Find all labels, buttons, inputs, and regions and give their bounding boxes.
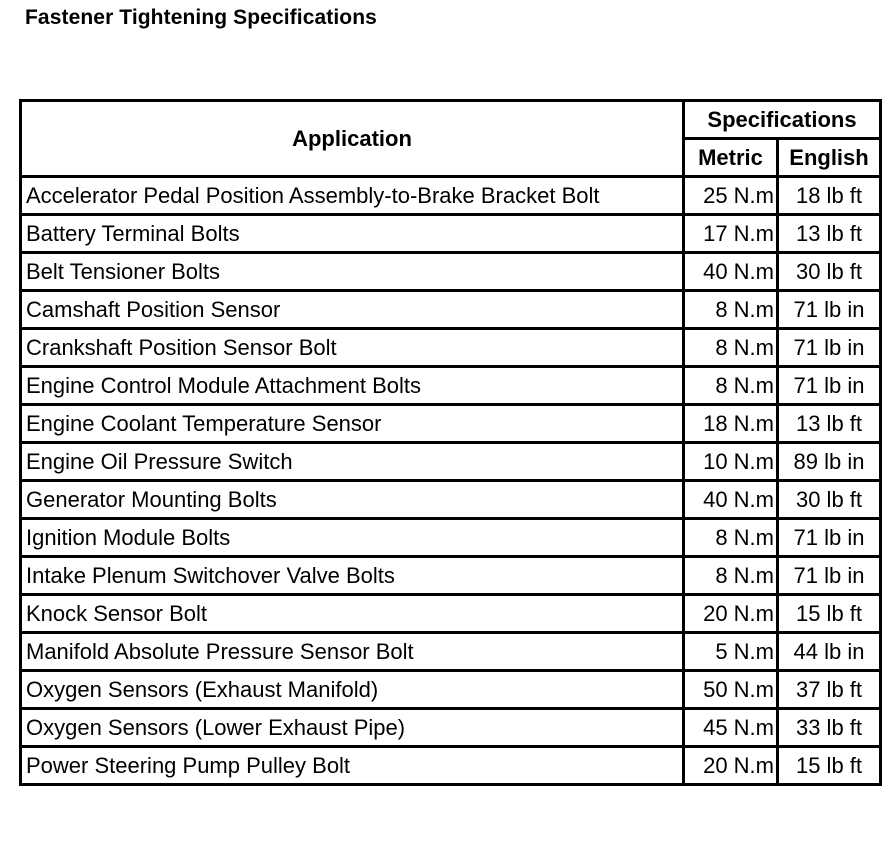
english-cell: 71 lb in — [778, 557, 881, 595]
metric-cell: 5 N.m — [684, 633, 778, 671]
header-row-top — [21, 101, 881, 139]
application-cell: Oxygen Sensors (Exhaust Manifold) — [21, 671, 684, 709]
table-row — [21, 671, 881, 709]
application-cell: Power Steering Pump Pulley Bolt — [21, 747, 684, 785]
english-cell: 15 lb ft — [778, 747, 881, 785]
metric-cell: 20 N.m — [684, 747, 778, 785]
english-cell: 89 lb in — [778, 443, 881, 481]
metric-cell: 20 N.m — [684, 595, 778, 633]
table-row — [21, 177, 881, 215]
english-cell: 30 lb ft — [778, 253, 881, 291]
english-cell: 13 lb ft — [778, 215, 881, 253]
metric-cell: 18 N.m — [684, 405, 778, 443]
application-cell: Ignition Module Bolts — [21, 519, 684, 557]
table-header — [21, 101, 881, 177]
english-cell: 33 lb ft — [778, 709, 881, 747]
table-row — [21, 367, 881, 405]
table-row — [21, 481, 881, 519]
header-english: English — [778, 139, 881, 177]
application-cell: Battery Terminal Bolts — [21, 215, 684, 253]
metric-cell: 40 N.m — [684, 481, 778, 519]
english-cell: 13 lb ft — [778, 405, 881, 443]
application-cell: Knock Sensor Bolt — [21, 595, 684, 633]
english-cell: 18 lb ft — [778, 177, 881, 215]
application-cell: Crankshaft Position Sensor Bolt — [21, 329, 684, 367]
metric-cell: 25 N.m — [684, 177, 778, 215]
english-cell: 37 lb ft — [778, 671, 881, 709]
application-cell: Engine Oil Pressure Switch — [21, 443, 684, 481]
english-cell: 71 lb in — [778, 519, 881, 557]
english-cell: 71 lb in — [778, 367, 881, 405]
table-row — [21, 253, 881, 291]
english-cell: 71 lb in — [778, 329, 881, 367]
header-metric: Metric — [684, 139, 778, 177]
application-cell: Generator Mounting Bolts — [21, 481, 684, 519]
metric-cell: 10 N.m — [684, 443, 778, 481]
table-row — [21, 519, 881, 557]
application-cell: Camshaft Position Sensor — [21, 291, 684, 329]
metric-cell: 45 N.m — [684, 709, 778, 747]
table-row — [21, 557, 881, 595]
table-row — [21, 405, 881, 443]
application-cell: Intake Plenum Switchover Valve Bolts — [21, 557, 684, 595]
table-row — [21, 595, 881, 633]
english-cell: 30 lb ft — [778, 481, 881, 519]
metric-cell: 8 N.m — [684, 557, 778, 595]
application-cell: Engine Coolant Temperature Sensor — [21, 405, 684, 443]
metric-cell: 8 N.m — [684, 367, 778, 405]
metric-cell: 40 N.m — [684, 253, 778, 291]
table-row — [21, 443, 881, 481]
application-cell: Oxygen Sensors (Lower Exhaust Pipe) — [21, 709, 684, 747]
english-cell: 44 lb in — [778, 633, 881, 671]
table-row — [21, 747, 881, 785]
english-cell: 15 lb ft — [778, 595, 881, 633]
metric-cell: 8 N.m — [684, 291, 778, 329]
metric-cell: 8 N.m — [684, 519, 778, 557]
table-row — [21, 329, 881, 367]
english-cell: 71 lb in — [778, 291, 881, 329]
metric-cell: 50 N.m — [684, 671, 778, 709]
application-cell: Engine Control Module Attachment Bolts — [21, 367, 684, 405]
fastener-spec-table — [19, 99, 882, 786]
table-row — [21, 291, 881, 329]
application-cell: Manifold Absolute Pressure Sensor Bolt — [21, 633, 684, 671]
application-cell: Belt Tensioner Bolts — [21, 253, 684, 291]
header-specifications: Specifications — [684, 101, 881, 139]
table-row — [21, 215, 881, 253]
table-row — [21, 709, 881, 747]
metric-cell: 17 N.m — [684, 215, 778, 253]
metric-cell: 8 N.m — [684, 329, 778, 367]
table-body — [21, 177, 881, 785]
application-cell: Accelerator Pedal Position Assembly-to-Brake Bracket Bolt — [21, 177, 684, 215]
page-title: Fastener Tightening Specifications — [25, 6, 377, 29]
header-application: Application — [21, 101, 684, 177]
table-row — [21, 633, 881, 671]
